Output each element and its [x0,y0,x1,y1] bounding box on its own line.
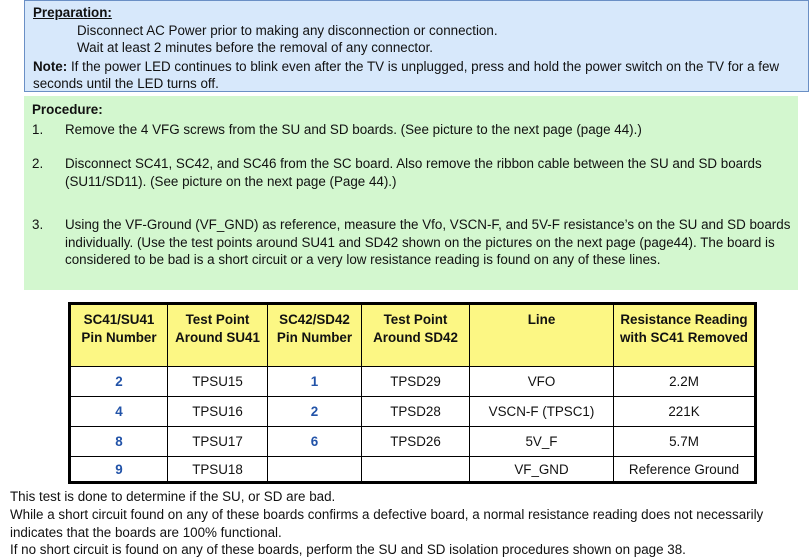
su41-test-point-cell: TPSU15 [168,367,268,397]
sc41-pin-cell: 2 [70,367,168,397]
table-row [70,427,756,457]
sc41-pin-cell: 4 [70,397,168,427]
footer-line-3: If no short circuit is found on any of these boards, perform the SU and SD isolation procedures shown on page 38. [10,542,686,557]
table-row [70,397,756,427]
table-row [70,367,756,397]
footer-line-1: This test is done to determine if the SU, or SD are bad. [10,489,336,504]
footer-line-2: While a short circuit found on any of these boards confirms a defective board, a normal resistance reading does not necessarily indicates that the boards are 100% functional. [10,507,764,540]
header-sc42-pin: SC42/SD42 Pin Number [268,304,362,367]
sc42-pin-cell [268,457,362,483]
sc42-pin-cell: 6 [268,427,362,457]
table-row [70,457,756,483]
header-sc41-pin: SC41/SU41 Pin Number [70,304,168,367]
su41-test-point-cell: TPSU18 [168,457,268,483]
procedure-title: Procedure: [32,102,103,117]
sd42-test-point-cell [362,457,470,483]
sd42-test-point-cell: TPSD28 [362,397,470,427]
line-cell: VSCN-F (TPSC1) [470,397,614,427]
su41-test-point-cell: TPSU16 [168,397,268,427]
header-test-point-su41: Test Point Around SU41 [168,304,268,367]
resistance-cell: Reference Ground [614,457,756,483]
preparation-title: Preparation: [33,5,112,20]
note-text: If the power LED continues to blink even after the TV is unplugged, press and hold the power switch on the TV for a few seconds until the LED turns off. [33,59,780,91]
preparation-box [24,0,809,92]
line-cell: VF_GND [470,457,614,483]
su41-test-point-cell: TPSU17 [168,427,268,457]
resistance-table [68,302,757,484]
resistance-cell: 2.2M [614,367,756,397]
sc41-pin-cell: 8 [70,427,168,457]
preparation-note [33,58,793,92]
step-number: 2. [32,156,44,171]
step-number: 1. [32,122,44,137]
sc41-pin-cell: 9 [70,457,168,483]
preparation-line-1: Disconnect AC Power prior to making any disconnection or connection. [77,23,498,38]
header-line: Line [470,304,614,367]
step-text: Remove the 4 VFG screws from the SU and SD boards. (See picture to the next page (page 44).) [65,122,642,137]
sd42-test-point-cell: TPSD29 [362,367,470,397]
line-cell: 5V_F [470,427,614,457]
resistance-cell: 5.7M [614,427,756,457]
sd42-test-point-cell: TPSD26 [362,427,470,457]
header-resistance: Resistance Reading with SC41 Removed [614,304,756,367]
procedure-box [24,96,798,290]
sc42-pin-cell: 1 [268,367,362,397]
step-text: Using the VF-Ground (VF_GND) as reference, measure the Vfo, VSCN-F, and 5V-F resistance’s on the SU and SD boards individually. (Use the test points around SU41 and SD42 shown on the pictures on the next page (page44). The board is considered to be bad is a short circuit or a very low resistance reading is found on any of these lines. [65,217,791,267]
preparation-line-2: Wait at least 2 minutes before the removal of any connector. [77,40,434,55]
table-header-row [70,304,756,367]
resistance-cell: 221K [614,397,756,427]
step-number: 3. [32,217,44,232]
line-cell: VFO [470,367,614,397]
step-text: Disconnect SC41, SC42, and SC46 from the SC board. Also remove the ribbon cable between the SU and SD boards (SU11/SD11). (See picture on the next page (Page 44).) [65,156,762,189]
header-test-point-sd42: Test Point Around SD42 [362,304,470,367]
sc42-pin-cell: 2 [268,397,362,427]
note-label: Note: [33,59,68,74]
